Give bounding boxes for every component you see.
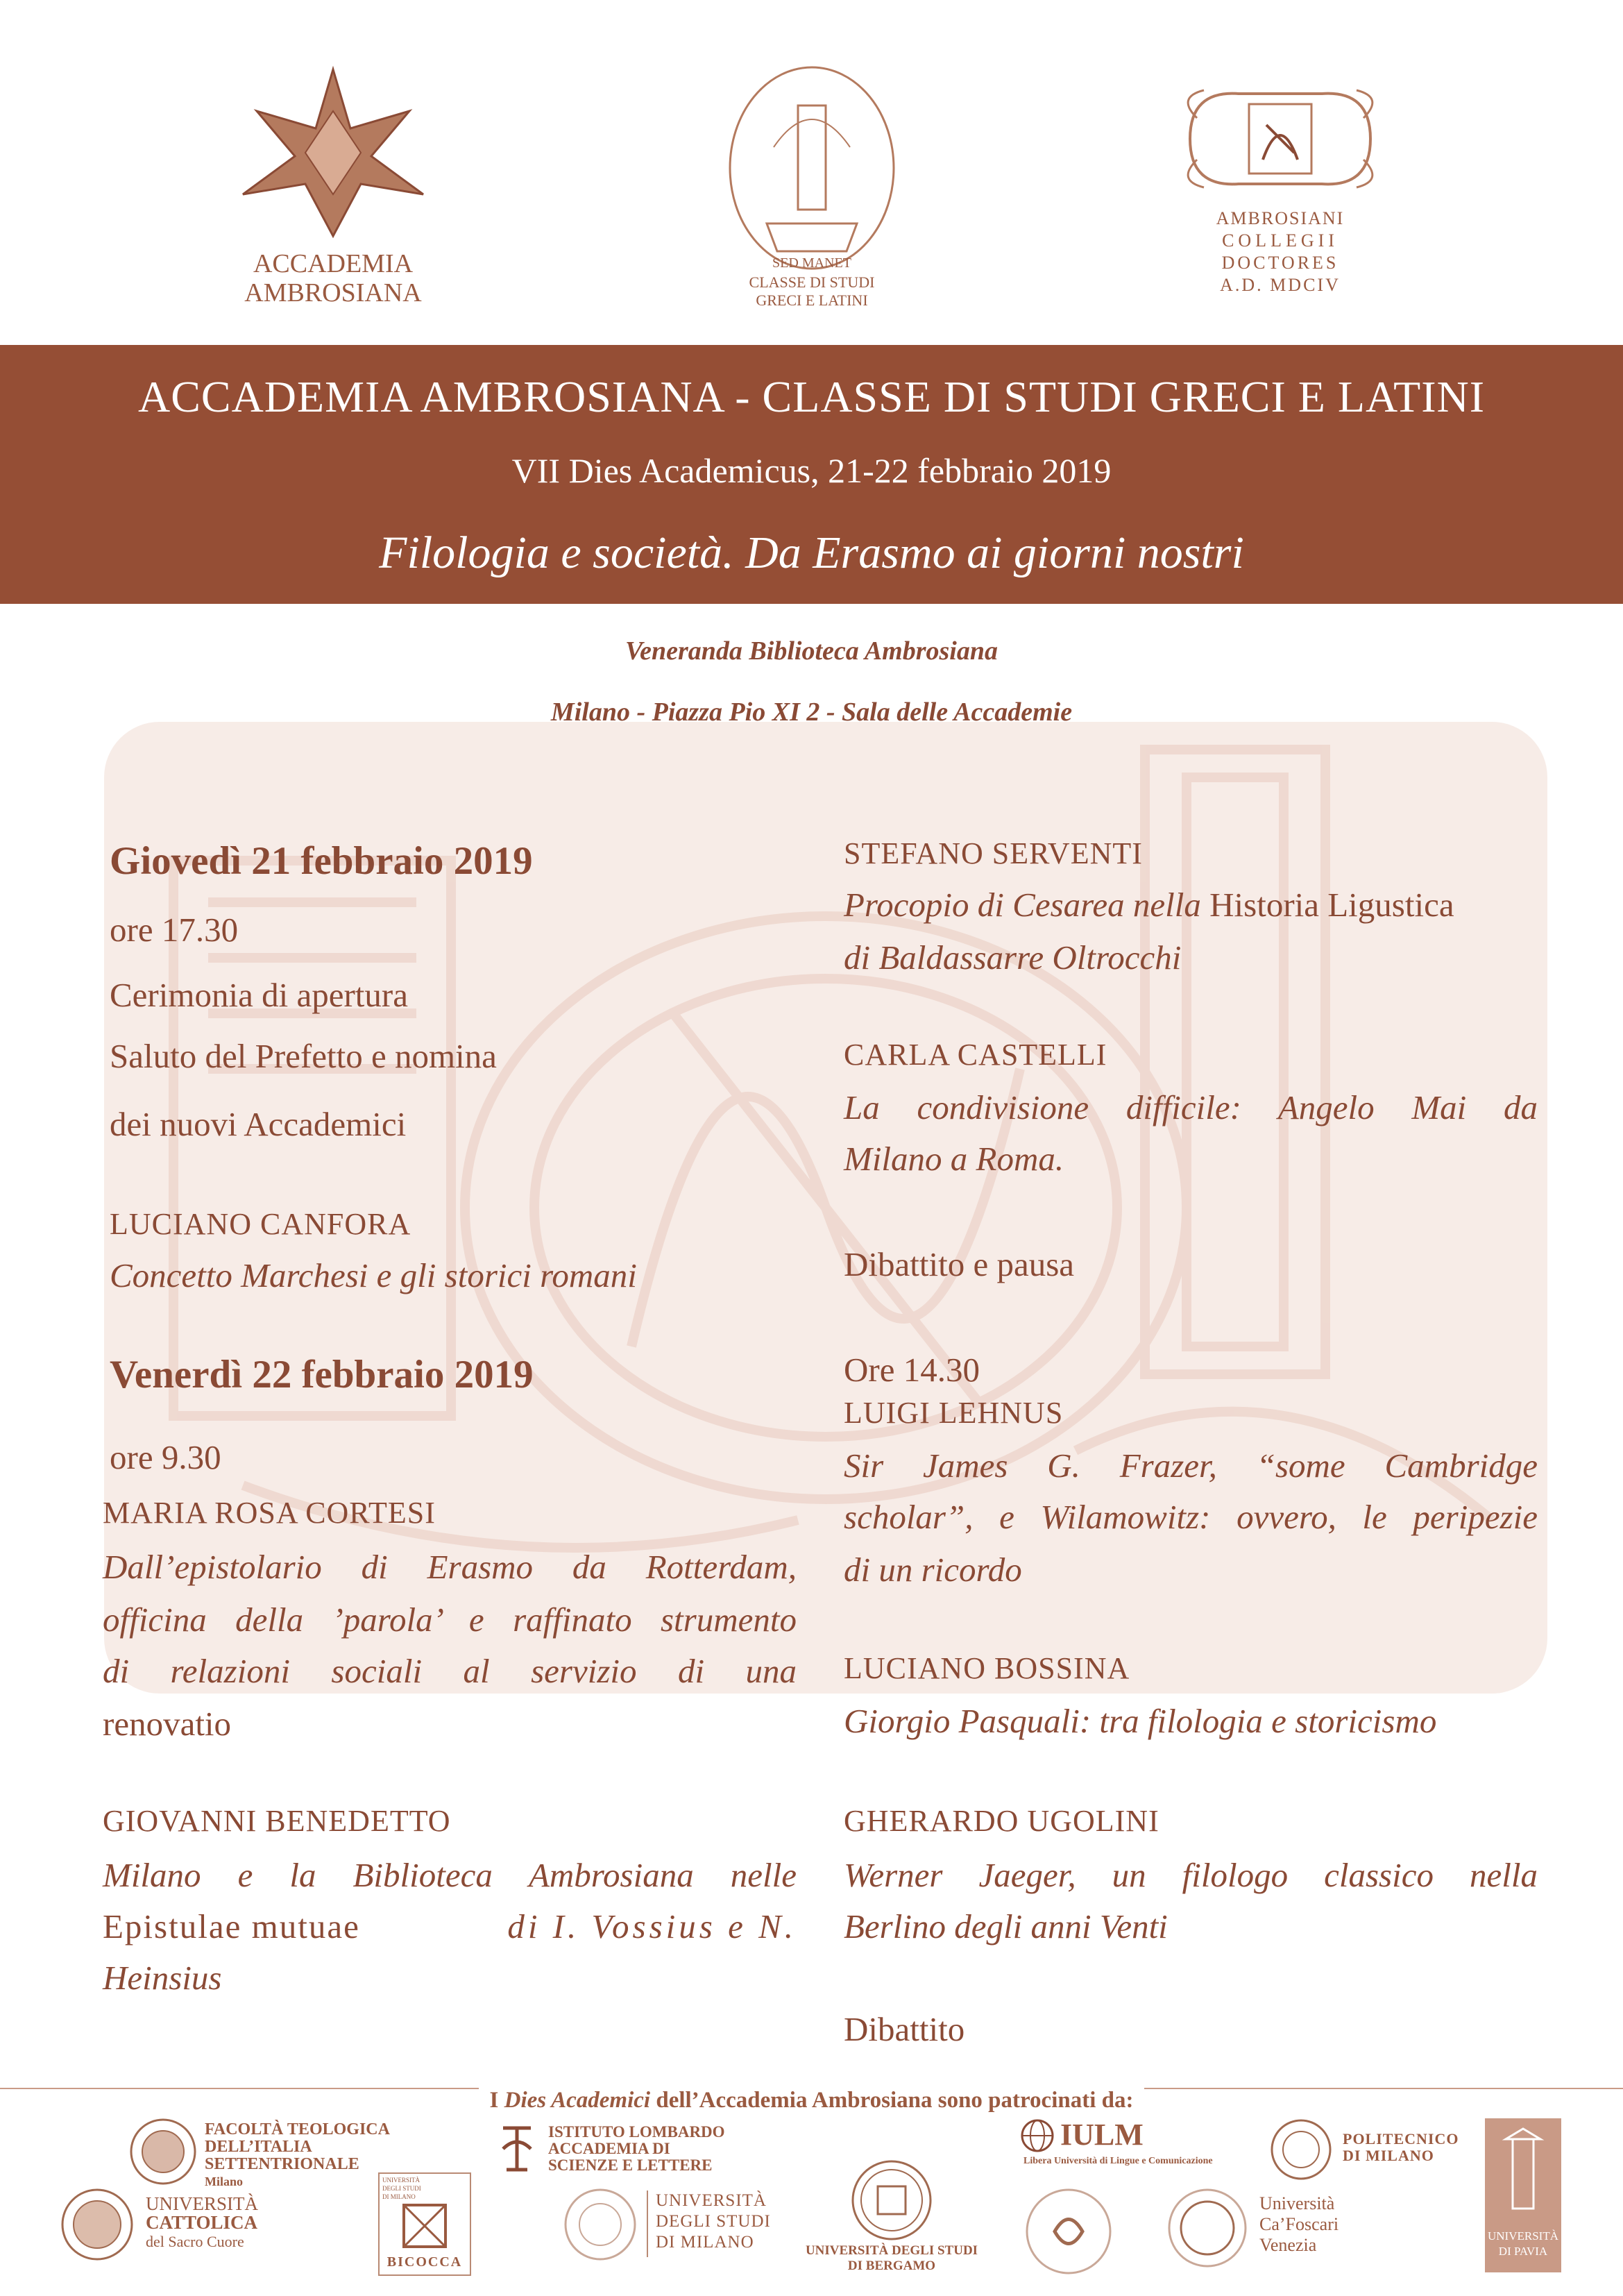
- talk-cortesi-line2: officina della ’parola’ e raffinato strumento: [103, 1601, 797, 1639]
- logo-center-line2: GRECI E LATINI: [756, 292, 868, 309]
- star-polyhedron-icon: [222, 62, 444, 243]
- logo-accademia-ambrosiana: [222, 62, 444, 312]
- venue-line1: Veneranda Biblioteca Ambrosiana: [625, 636, 998, 666]
- istituto-line3: SCIENZE E LETTERE: [548, 2156, 713, 2174]
- afternoon-time: Ore 14.30: [844, 1351, 980, 1389]
- statale-line1: UNIVERSITÀ: [656, 2191, 767, 2210]
- talk-benedetto-line2: [103, 1902, 797, 1952]
- foscari-line1: Università: [1259, 2193, 1335, 2213]
- talk-lehnus-line1: Sir James G. Frazer, “some Cambridge: [844, 1446, 1538, 1485]
- cattolica-line3: del Sacro Cuore: [146, 2233, 244, 2250]
- bicocca-line1: UNIVERSITÀ: [382, 2177, 420, 2184]
- band-subtitle: VII Dies Academicus, 21-22 febbraio 2019: [511, 451, 1112, 490]
- teologica-seal-icon: [128, 2117, 198, 2186]
- logo-center-motto: SED MANET: [772, 255, 851, 271]
- logo-classe-studi: [725, 64, 899, 314]
- iulm-subtitle: Libera Università di Lingue e Comunicazione: [1023, 2156, 1213, 2166]
- sponsor-intro-b: Dies Academici: [504, 2088, 651, 2113]
- talk-benedetto-work: Epistulae mutuae: [103, 1907, 360, 1945]
- title-band: [0, 345, 1623, 604]
- logo-right-line2: COLLEGII: [1222, 230, 1339, 251]
- sponsor-intro-c: dell’Accademia Ambrosiana sono patrocinati da:: [656, 2088, 1134, 2113]
- venue-line2: Milano - Piazza Pio XI 2 - Sala delle Accademie: [550, 698, 1073, 727]
- talk-serventi-work: Historia Ligustica: [1209, 886, 1454, 924]
- studiorum-seal-icon: [1023, 2186, 1114, 2277]
- talk-benedetto-authors: di I. Vossius e N.: [507, 1907, 797, 1945]
- day2-heading: Venerdì 22 febbraio 2019: [110, 1353, 534, 1396]
- statale-divider: [647, 2191, 648, 2257]
- foscari-name: [1259, 2193, 1339, 2256]
- talk-cortesi-line4: renovatio: [103, 1705, 232, 1743]
- iulm-name: IULM: [1060, 2118, 1144, 2152]
- talk-lehnus-line2: scholar”, e Wilamowitz: ovvero, le peripezie: [844, 1498, 1538, 1536]
- statale-seal-icon: [555, 2186, 645, 2263]
- pavia-line1: UNIVERSITÀ: [1488, 2229, 1558, 2243]
- pavia-line2: DI PAVIA: [1498, 2245, 1548, 2258]
- istituto-line2: ACCADEMIA DI: [548, 2140, 670, 2157]
- talk-serventi-a: Procopio di Cesarea nella: [844, 886, 1201, 924]
- talk-ugolini-line1: Werner Jaeger, un filologo classico nella: [844, 1856, 1538, 1894]
- speaker-ugolini: GHERARDO UGOLINI: [844, 1804, 1159, 1838]
- monogram-cartouche-icon: [1176, 76, 1384, 201]
- logo-right-line1: AMBROSIANI: [1216, 208, 1345, 228]
- istituto-lombardo-icon: [496, 2121, 538, 2177]
- statale-name: [656, 2191, 771, 2253]
- talk-benedetto-line1: Milano e la Biblioteca Ambrosiana nelle: [103, 1856, 797, 1894]
- day2-time: ore 9.30: [110, 1438, 221, 1476]
- day1-time: ore 17.30: [110, 911, 239, 949]
- bergamo-line1: UNIVERSITÀ DEGLI STUDI: [805, 2243, 978, 2258]
- band-title: ACCADEMIA AMBROSIANA - CLASSE DI STUDI GRECI E LATINI: [137, 372, 1486, 421]
- statale-line3: DI MILANO: [656, 2233, 754, 2252]
- politecnico-line2: DI MILANO: [1343, 2147, 1434, 2164]
- iulm-globe-icon: [1020, 2118, 1055, 2153]
- teologica-line2: DELL’ITALIA: [205, 2138, 312, 2156]
- band-theme: Filologia e società. Da Erasmo ai giorni nostri: [379, 527, 1244, 578]
- talk-canfora: Concetto Marchesi e gli storici romani: [110, 1256, 637, 1294]
- teologica-line3: SETTENTRIONALE: [205, 2155, 359, 2173]
- foscari-seal-icon: [1166, 2186, 1249, 2270]
- teologica-line4: Milano: [205, 2175, 244, 2188]
- teologica-line1: FACOLTÀ TEOLOGICA: [205, 2120, 390, 2138]
- speaker-serventi: STEFANO SERVENTI: [844, 836, 1143, 870]
- cattolica-line1: UNIVERSITÀ: [146, 2193, 258, 2214]
- speaker-lehnus: LUIGI LEHNUS: [844, 1396, 1064, 1430]
- foscari-line2: Ca’Foscari: [1259, 2214, 1339, 2234]
- bicocca-line2: DEGLI STUDI: [382, 2185, 421, 2192]
- logo-right-line4: A.D. MDCIV: [1220, 275, 1341, 295]
- cattolica-seal-icon: [59, 2186, 135, 2263]
- bergamo-seal-icon: [850, 2159, 933, 2242]
- day1-line3: dei nuovi Accademici: [110, 1105, 407, 1143]
- talk-serventi-line2: di Baldassarre Oltrocchi: [844, 938, 1182, 977]
- istituto-name: [548, 2124, 725, 2174]
- talk-lehnus-line3: di un ricordo: [844, 1551, 1022, 1589]
- politecnico-line1: POLITECNICO: [1343, 2130, 1459, 2147]
- sponsor-intro-text: [479, 2088, 1145, 2113]
- sponsor-intro: [0, 2088, 1623, 2113]
- closing-label: Dibattito: [844, 2010, 965, 2048]
- bergamo-name: [794, 2243, 989, 2274]
- cattolica-line2: CATTOLICA: [146, 2212, 258, 2233]
- speaker-benedetto: GIOVANNI BENEDETTO: [103, 1804, 451, 1838]
- teologica-name: [205, 2121, 390, 2191]
- talk-castelli-line1: La condivisione difficile: Angelo Mai da: [844, 1088, 1538, 1126]
- speaker-castelli: CARLA CASTELLI: [844, 1038, 1107, 1072]
- logo-center-line1: CLASSE DI STUDI: [749, 273, 875, 291]
- speaker-canfora: LUCIANO CANFORA: [110, 1207, 411, 1241]
- pavia-logo: [1485, 2118, 1561, 2272]
- logo-left-line1: ACCADEMIA: [253, 249, 414, 278]
- politecnico-name: [1343, 2131, 1459, 2164]
- talk-castelli-line2: Milano a Roma.: [844, 1140, 1064, 1178]
- speaker-cortesi: MARIA ROSA CORTESI: [103, 1496, 436, 1530]
- bicocca-line4: BICOCCA: [386, 2254, 463, 2270]
- talk-ugolini-line2: Berlino degli anni Venti: [844, 1907, 1168, 1945]
- day1-line1: Cerimonia di apertura: [110, 976, 408, 1014]
- sponsor-intro-a: I: [489, 2088, 499, 2113]
- bicocca-logo: [378, 2172, 471, 2276]
- logo-right-line3: DOCTORES: [1221, 253, 1339, 273]
- oval-seal-icon: [725, 64, 899, 272]
- politecnico-seal-icon: [1270, 2118, 1332, 2181]
- pavia-tower-icon: [1485, 2125, 1561, 2215]
- logo-left-line2: AMBROSIANA: [244, 278, 422, 307]
- talk-serventi-line1: [844, 880, 1454, 930]
- talk-cortesi-line3: di relazioni sociali al servizio di una: [103, 1652, 797, 1690]
- statale-line2: DEGLI STUDI: [656, 2212, 771, 2231]
- bicocca-line3: DI MILANO: [382, 2193, 416, 2200]
- logo-ambrosiani-collegii: [1176, 76, 1384, 305]
- cattolica-name: [146, 2195, 258, 2251]
- foscari-line3: Venezia: [1259, 2235, 1317, 2255]
- talk-benedetto-line3: Heinsius: [103, 1959, 222, 1997]
- break-label: Dibattito e pausa: [844, 1245, 1075, 1283]
- bergamo-line2: DI BERGAMO: [847, 2259, 936, 2273]
- bicocca-square-icon: [400, 2202, 449, 2250]
- day1-line2: Saluto del Prefetto e nomina: [110, 1037, 497, 1075]
- day1-heading: Giovedì 21 febbraio 2019: [110, 839, 533, 883]
- talk-cortesi-line1: Dall’epistolario di Erasmo da Rotterdam,: [103, 1548, 797, 1586]
- istituto-line1: ISTITUTO LOMBARDO: [548, 2123, 725, 2141]
- talk-bossina: Giorgio Pasquali: tra filologia e storicismo: [844, 1702, 1437, 1740]
- speaker-bossina: LUCIANO BOSSINA: [844, 1651, 1130, 1685]
